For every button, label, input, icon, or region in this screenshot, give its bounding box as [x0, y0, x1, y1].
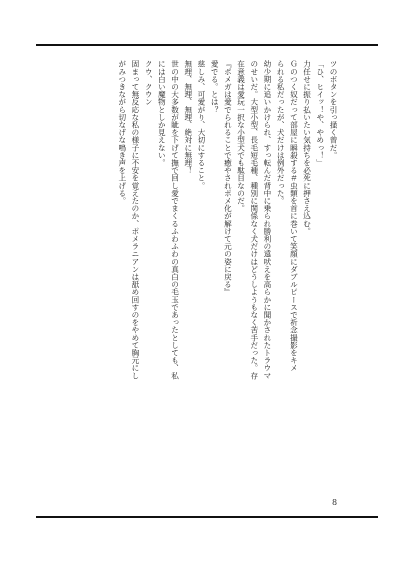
text-line: がみつきながら切なげな鳴き声を上げる。 — [117, 60, 127, 205]
page-number: 8 — [332, 498, 338, 507]
text-line: 「ひ、ヒイッ！や、やめっ！」 — [315, 60, 325, 167]
text-line: 愛でる。とは？ — [210, 60, 220, 114]
text-line: クウ、クウン — [144, 60, 154, 106]
text-line: Ｇのつく奴だって部屋に瞬殺する＃虫類を首に巻いて笑顔にダブルピースで祈念撮影をキメ — [289, 60, 299, 372]
text-line: 固まって無反応な私の様子に不安を覚えたのか、ポメラニアンは舐め回すのをやめて胸元にし — [130, 60, 140, 380]
text-line: には白い魔物としか見えない。 — [157, 60, 167, 167]
text-line: ツのボタンを引っ掻く曾だ。 — [329, 60, 338, 159]
text-line: のせいだ。大型小型、長毛短毛種、種別に関係なく犬だけはどうしようもなく苦手だった。存 — [249, 60, 259, 380]
text-line: 無理、無理、無理、絶対に無理！ — [183, 60, 193, 174]
text-line: 幼少期に追いかけられ、すっ転んだ背中に乗られ勝利の遠吠えを高らかに聞かされたトラウマ — [262, 60, 272, 380]
vertical-text-body — [40, 60, 340, 496]
top-rule — [36, 44, 378, 46]
text-line: 力任せに振り払いたい気持ちを必死に押さえ込む。 — [302, 60, 312, 235]
text-line: 慈しみ、可愛がり、大切にすること。 — [196, 60, 206, 190]
bottom-rule — [36, 516, 378, 518]
text-line: 『ポメガは愛でられることで癒やされポメ化が解けて元の姿に戻る』 — [223, 60, 233, 296]
text-line: られる私だったが、犬だけは例外だった。 — [276, 60, 286, 205]
text-line: 在意義は愛玩一択な小型犬でも駄目なのだ。 — [236, 60, 246, 212]
text-line: 世の中の大多数が眦を下げて撫で回し愛でまくるふわふわの真白の毛玉であったとしても、私 — [170, 60, 180, 380]
